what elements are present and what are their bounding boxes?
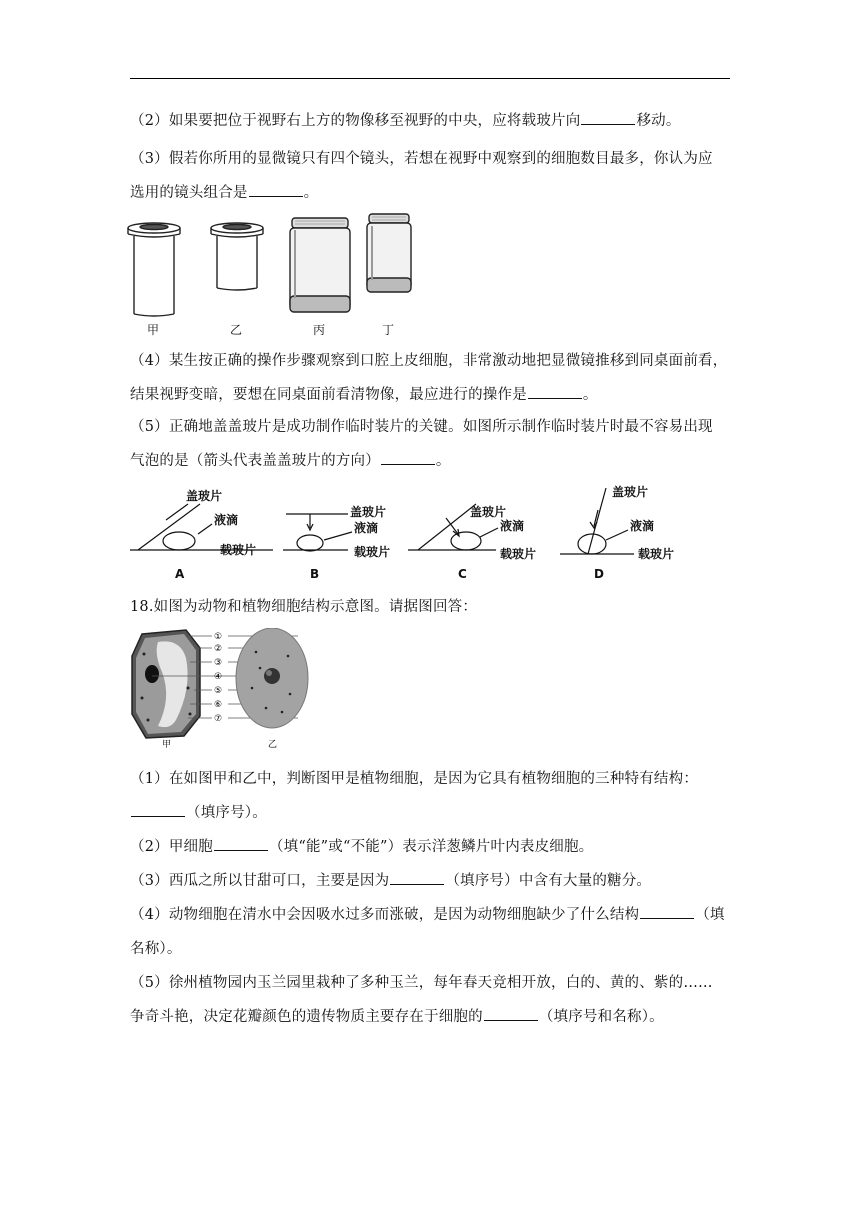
q18-5-line2: 争奇斗艳，决定花瓣颜色的遗传物质主要存在于细胞的 （填序号和名称）。	[130, 1000, 730, 1034]
q18-3: （3）西瓜之所以甘甜可口，主要是因为 （填序号）中含有大量的糖分。	[130, 864, 730, 898]
animal-cell	[236, 628, 308, 728]
label-slide-a: 载玻片	[220, 543, 257, 557]
lens-label-bing: 丙	[313, 323, 326, 337]
cell-label-2: ②	[214, 644, 223, 654]
cell-label-3: ③	[214, 658, 223, 668]
label-cover-slip-d: 盖玻片	[612, 485, 649, 499]
q4-line2: 结果视野变暗，要想在同桌面前看清物像，最应进行的操作是 。	[130, 378, 730, 412]
lens-yi	[211, 223, 263, 290]
lens-figure	[125, 208, 425, 340]
cell-label-7: ⑦	[214, 714, 223, 724]
lens-ding	[367, 214, 411, 292]
q18-4-line1: （4）动物细胞在清水中会因吸水过多而涨破，是因为动物细胞缺少了什么结构 （填	[130, 898, 730, 932]
q18-1-line1: （1）在如图甲和乙中，判断图甲是植物细胞，是因为它具有植物细胞的三种特有结构：	[130, 771, 699, 787]
answer-blank[interactable]	[484, 1006, 538, 1021]
lens-jia	[128, 223, 180, 316]
q18-5-line1: （5）徐州植物园内玉兰园里栽种了多种玉兰，每年春天竞相开放，白的、黄的、紫的……	[130, 975, 713, 991]
answer-blank[interactable]	[640, 904, 694, 919]
label-slide-b: 载玻片	[354, 545, 391, 559]
q5-line2: 气泡的是（箭头代表盖盖玻片的方向） 。	[130, 444, 730, 478]
plant-cell	[132, 630, 200, 738]
q2-text: （2）如果要把位于视野右上方的物像移至视野的中央，应将载玻片向 移动。	[130, 104, 730, 138]
cell-label-1: ①	[214, 632, 223, 642]
cell-name-jia: 甲	[162, 740, 172, 750]
label-droplet-a: 液滴	[214, 513, 239, 527]
label-cover-slip-a: 盖玻片	[186, 489, 223, 503]
q18-2: （2）甲细胞 （填“能”或“不能”）表示洋葱鳞片叶内表皮细胞。	[130, 830, 730, 864]
header-rule	[130, 78, 730, 79]
answer-blank[interactable]	[528, 384, 582, 399]
label-droplet-b: 液滴	[354, 521, 379, 535]
answer-blank[interactable]	[381, 450, 435, 465]
q3-line1: （3）假若你所用的显微镜只有四个镜头，若想在视野中观察到的细胞数目最多，你认为应	[130, 151, 713, 167]
lens-label-ding: 丁	[382, 323, 395, 337]
q5-line1: （5）正确地盖盖玻片是成功制作临时装片的关键。如图所示制作临时装片时最不容易出现	[130, 419, 713, 435]
label-droplet-c: 液滴	[500, 519, 525, 533]
q18-1-line2: （填序号）。	[130, 796, 730, 830]
label-cover-slip-b: 盖玻片	[350, 505, 387, 519]
label-cover-slip-c: 盖玻片	[470, 505, 507, 519]
option-b-label: B	[310, 567, 320, 581]
q3-line2: 选用的镜头组合是 。	[130, 176, 730, 210]
q18-title: 18.如图为动物和植物细胞结构示意图。请据图回答：	[130, 599, 478, 615]
cell-label-4: ④	[214, 672, 223, 682]
option-d-label: D	[594, 567, 604, 581]
label-slide-c: 载玻片	[500, 547, 537, 561]
option-c-label: C	[458, 567, 467, 581]
cell-figure	[128, 628, 328, 750]
cell-name-yi: 乙	[268, 740, 278, 750]
option-a-label: A	[175, 567, 185, 581]
cover-slip-figure	[128, 482, 688, 584]
answer-blank[interactable]	[390, 870, 444, 885]
option-b-diagram	[283, 514, 352, 551]
q18-4-line2: 名称）。	[130, 941, 182, 957]
label-droplet-d: 液滴	[630, 519, 655, 533]
cell-label-6: ⑥	[214, 700, 223, 710]
q4-line1: （4）某生按正确的操作步骤观察到口腔上皮细胞，非常激动地把显微镜推移到同桌面前看，	[130, 353, 728, 369]
lens-label-yi: 乙	[230, 323, 243, 337]
answer-blank[interactable]	[581, 110, 635, 125]
answer-blank[interactable]	[249, 182, 303, 197]
lens-label-jia: 甲	[147, 323, 160, 337]
cell-label-5: ⑤	[214, 686, 223, 696]
label-slide-d: 载玻片	[638, 547, 675, 561]
answer-blank[interactable]	[131, 802, 185, 817]
lens-bing	[290, 218, 350, 312]
answer-blank[interactable]	[214, 836, 268, 851]
